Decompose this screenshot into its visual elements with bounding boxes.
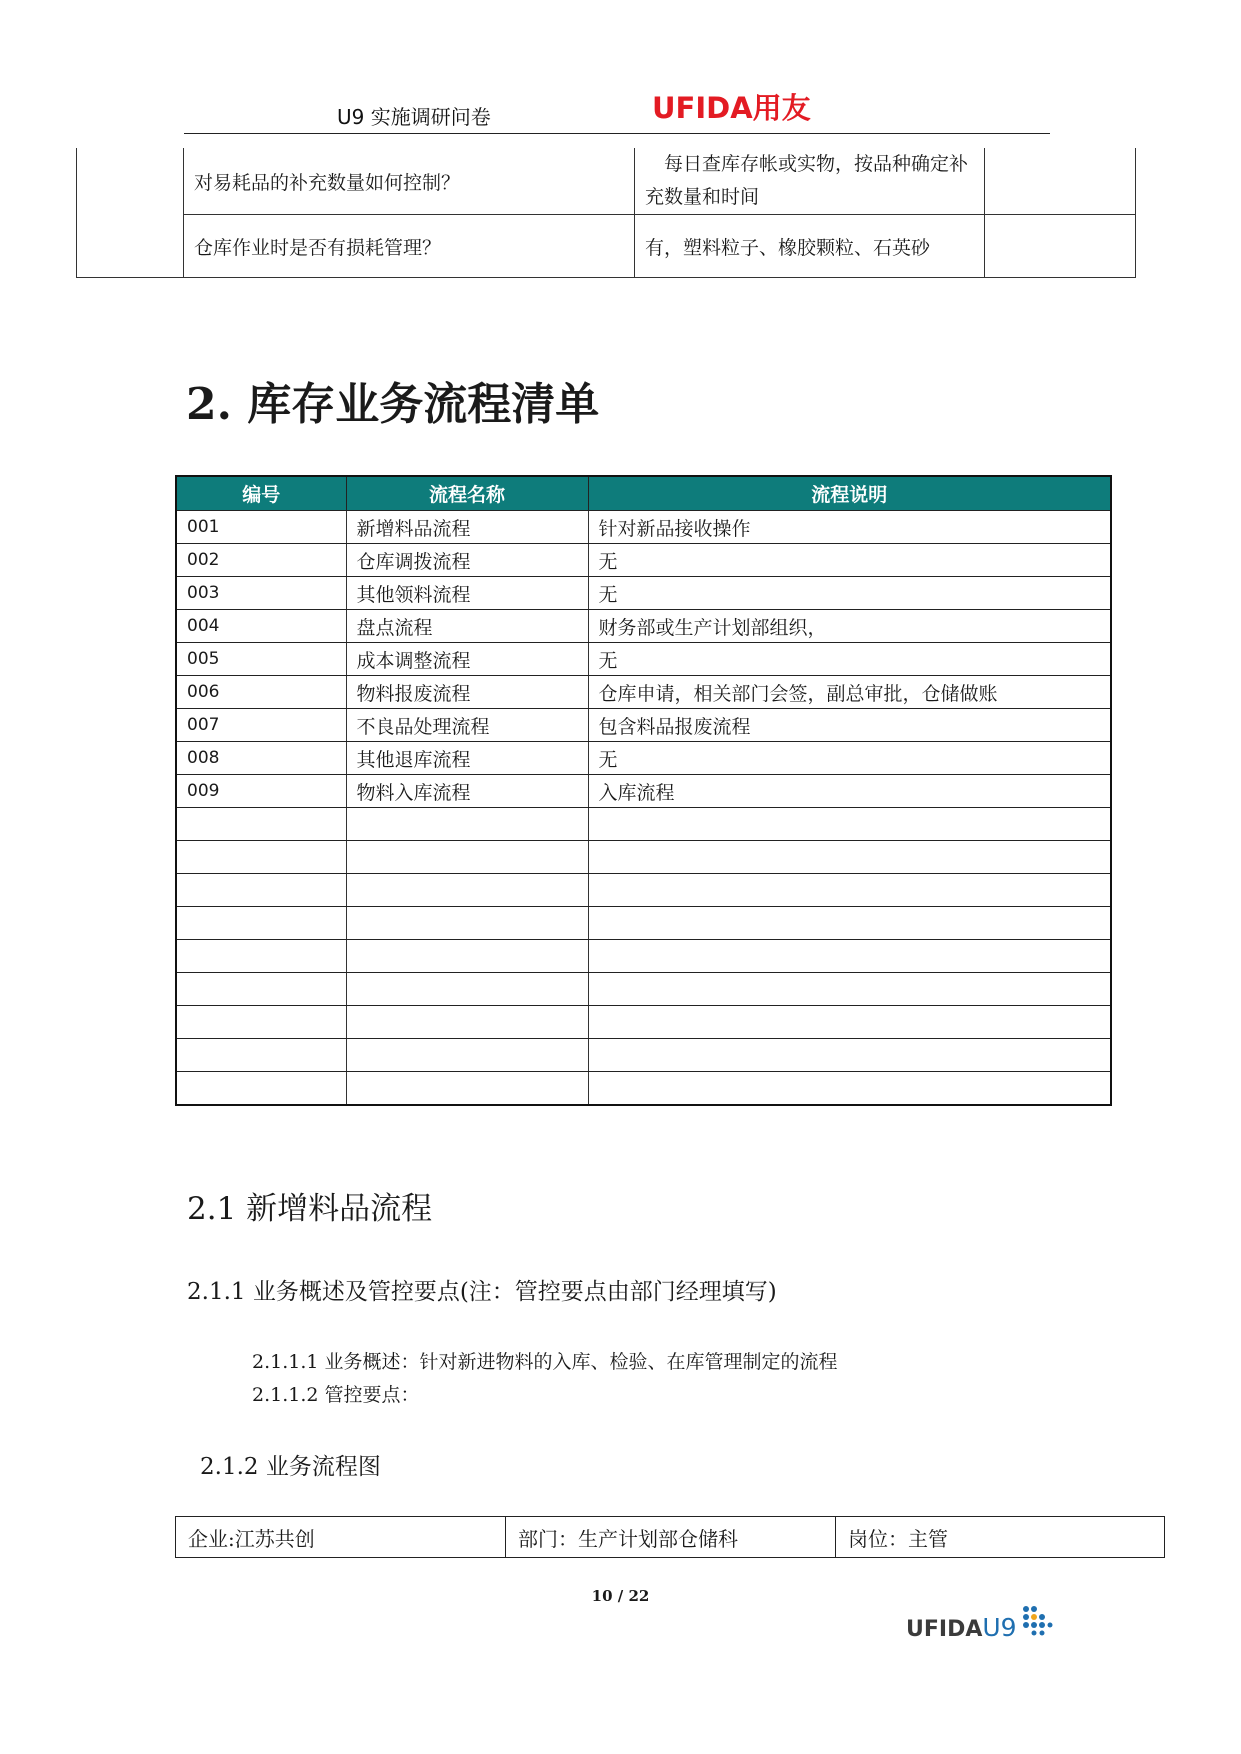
process-name-cell <box>346 808 588 841</box>
header-divider <box>184 133 1050 134</box>
process-name-cell: 其他领料流程 <box>346 577 588 610</box>
process-description-cell: 无 <box>588 643 1111 676</box>
process-description-cell <box>588 808 1111 841</box>
process-number-cell: 003 <box>176 577 346 610</box>
process-number-cell: 005 <box>176 643 346 676</box>
ufida-logo: UFIDA用友 <box>652 91 811 125</box>
process-name-cell: 成本调整流程 <box>346 643 588 676</box>
subsection-heading: 2.1 新增料品流程 <box>187 1191 433 1227</box>
page-number <box>0 1587 1241 1605</box>
total-pages: 22 <box>628 1587 650 1605</box>
header-title: U9 实施调研问卷 <box>337 105 491 129</box>
process-description-cell <box>588 1039 1111 1072</box>
process-description-cell <box>588 940 1111 973</box>
process-number-cell <box>176 1039 346 1072</box>
table-row <box>176 874 1111 907</box>
process-number-cell <box>176 1072 346 1106</box>
column-header-name: 流程名称 <box>346 476 588 511</box>
process-description-cell: 包含料品报废流程 <box>588 709 1111 742</box>
process-description-cell <box>588 841 1111 874</box>
table-row <box>176 841 1111 874</box>
control-points-text: 2.1.1.2 管控要点： <box>252 1384 420 1406</box>
process-number-cell: 006 <box>176 676 346 709</box>
process-name-cell <box>346 907 588 940</box>
process-name-cell <box>346 874 588 907</box>
logo-product: U9 <box>982 1613 1017 1642</box>
process-number-cell <box>176 874 346 907</box>
process-table-body <box>176 511 1111 1106</box>
process-description-cell: 无 <box>588 577 1111 610</box>
process-name-cell <box>346 940 588 973</box>
table-header-row <box>176 476 1111 511</box>
subsubsection-heading: 2.1.1 业务概述及管控要点(注：管控要点由部门经理填写) <box>187 1279 777 1305</box>
blank-cell <box>77 148 184 278</box>
process-name-cell: 仓库调拨流程 <box>346 544 588 577</box>
info-table <box>175 1516 1165 1558</box>
table-row <box>176 1517 1165 1558</box>
business-overview-text: 2.1.1.1 业务概述：针对新进物料的入库、检验、在库管理制定的流程 <box>252 1351 838 1373</box>
process-description-cell: 仓库申请，相关部门会签，副总审批，仓储做账 <box>588 676 1111 709</box>
department-cell: 部门：生产计划部仓储科 <box>506 1517 836 1558</box>
process-number-cell <box>176 907 346 940</box>
company-cell: 企业:江苏共创 <box>176 1517 506 1558</box>
column-header-description: 流程说明 <box>588 476 1111 511</box>
process-description-cell: 入库流程 <box>588 775 1111 808</box>
table-row <box>176 643 1111 676</box>
process-description-cell: 无 <box>588 742 1111 775</box>
process-description-cell: 针对新品接收操作 <box>588 511 1111 544</box>
process-number-cell: 004 <box>176 610 346 643</box>
table-row <box>77 215 1136 278</box>
process-name-cell: 新增料品流程 <box>346 511 588 544</box>
table-row <box>77 148 1136 215</box>
current-page: 10 <box>591 1587 613 1605</box>
page-separator: / <box>612 1587 629 1605</box>
table-row <box>176 1039 1111 1072</box>
process-description-cell <box>588 973 1111 1006</box>
process-description-cell <box>588 907 1111 940</box>
process-description-cell <box>588 1072 1111 1106</box>
question-cell: 仓库作业时是否有损耗管理？ <box>184 215 635 278</box>
process-number-cell: 008 <box>176 742 346 775</box>
table-row <box>176 577 1111 610</box>
process-number-cell: 007 <box>176 709 346 742</box>
table-row <box>176 742 1111 775</box>
table-row <box>176 1006 1111 1039</box>
answer-cell: 有，塑料粒子、橡胶颗粒、石英砂 <box>635 215 985 278</box>
position-cell: 岗位：主管 <box>836 1517 1165 1558</box>
extra-cell <box>985 148 1136 215</box>
process-name-cell: 不良品处理流程 <box>346 709 588 742</box>
table-row <box>176 907 1111 940</box>
survey-table <box>76 148 1136 278</box>
process-list-table <box>175 475 1112 1106</box>
logo-brand: UFIDA <box>906 1617 983 1642</box>
logo-dots-icon <box>1020 1604 1054 1638</box>
process-number-cell: 001 <box>176 511 346 544</box>
process-description-cell <box>588 874 1111 907</box>
process-description-cell: 财务部或生产计划部组织， <box>588 610 1111 643</box>
table-row <box>176 940 1111 973</box>
table-row <box>176 544 1111 577</box>
table-row <box>176 709 1111 742</box>
table-row <box>176 973 1111 1006</box>
table-row <box>176 775 1111 808</box>
process-name-cell <box>346 841 588 874</box>
process-number-cell: 009 <box>176 775 346 808</box>
table-row <box>176 610 1111 643</box>
table-row <box>176 511 1111 544</box>
process-number-cell <box>176 973 346 1006</box>
process-description-cell: 无 <box>588 544 1111 577</box>
process-name-cell: 物料报废流程 <box>346 676 588 709</box>
column-header-number: 编号 <box>176 476 346 511</box>
process-description-cell <box>588 1006 1111 1039</box>
process-name-cell: 其他退库流程 <box>346 742 588 775</box>
process-number-cell <box>176 1006 346 1039</box>
process-name-cell <box>346 1072 588 1106</box>
process-number-cell <box>176 841 346 874</box>
process-name-cell <box>346 1006 588 1039</box>
section-title: 2. 库存业务流程清单 <box>186 379 600 430</box>
question-cell: 对易耗品的补充数量如何控制？ <box>184 148 635 215</box>
process-number-cell <box>176 940 346 973</box>
table-row <box>176 808 1111 841</box>
ufida-u9-logo <box>906 1613 1017 1642</box>
process-name-cell <box>346 973 588 1006</box>
process-name-cell: 物料入库流程 <box>346 775 588 808</box>
table-row <box>176 1072 1111 1106</box>
process-number-cell: 002 <box>176 544 346 577</box>
process-name-cell: 盘点流程 <box>346 610 588 643</box>
process-number-cell <box>176 808 346 841</box>
extra-cell <box>985 215 1136 278</box>
table-row <box>176 676 1111 709</box>
answer-cell: 每日查库存帐或实物，按品种确定补充数量和时间 <box>635 148 985 215</box>
process-name-cell <box>346 1039 588 1072</box>
flowchart-heading: 2.1.2 业务流程图 <box>200 1454 381 1480</box>
